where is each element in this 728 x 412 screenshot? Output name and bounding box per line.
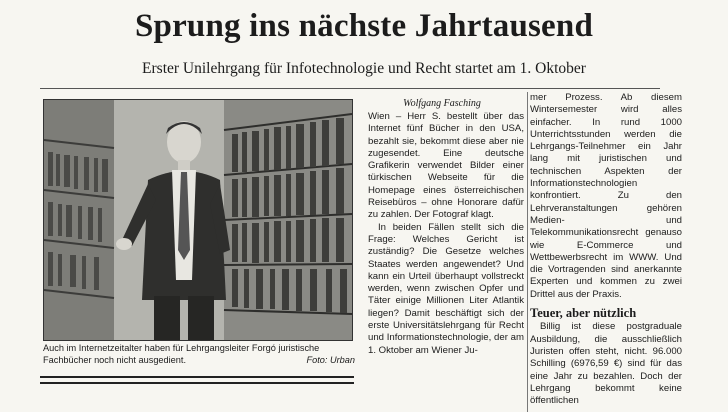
byline: Wolfgang Fasching	[403, 98, 481, 109]
column-divider	[527, 92, 528, 412]
footer-rules	[40, 376, 354, 388]
paragraph: Billig ist diese postgraduale Ausbildung, die ausschließlich Juristen offen steht, nicht. 96.000 Schilling (6976,59 €) sind für das eine Jahr zu bezahlen. Doch der Lehrgang bekommt keine öffentlichen	[530, 321, 682, 407]
header-rule	[40, 88, 660, 89]
caption-text: Auch im Internetzeitalter haben für Lehrgangsleiter Forgó juristische Fachbücher noch nicht ausgedient.	[43, 343, 320, 365]
subheadline: Erster Unilehrgang für Infotechnologie und Recht startet am 1. Oktober	[142, 60, 586, 77]
photo-credit: Foto: Urban	[306, 355, 355, 365]
library-photo-illustration	[44, 100, 352, 340]
section-heading: Teuer, aber nützlich	[530, 306, 637, 321]
paragraph: In beiden Fällen stellt sich die Frage: Welches Gericht ist zuständig? Die Gesetze welches Staates werden angewendet? Und kann ein Urteil überhaupt vollstreckt werden, wenn zwischen Opfer und Täter einige Millionen Liter Atlantik liegen? Damit beschäftigt sich der erste Universitätslehrgang für Recht und Informationstechnologie, der am 1. Oktober am Wiener Ju-	[368, 221, 524, 356]
footer-rule	[40, 376, 354, 378]
paragraph: mer Prozess. Ab diesem Wintersemester wird alles einfacher. In rund 1000 Unterrichtsstunden werden die Lehrgangs-Teilnehmer ein Jahr lang mit juristischen und technischen Aspekten der Informationstechnologien konfrontiert. Zu den Lehrveranstaltungen gehören Medien- und Telekommunikationsrecht genauso wie E-Commerce und Wettbewerbsrecht im WWW. Und die Vortragenden sind anerkannte Experten und kommen zu zwei Drittel aus der Praxis.	[530, 92, 682, 300]
footer-rule	[40, 382, 354, 384]
man-in-library-photo	[43, 99, 353, 341]
headline: Sprung ins nächste Jahrtausend	[134, 8, 594, 44]
photo-caption	[43, 342, 355, 366]
paragraph: Wien – Herr S. bestellt über das Internet fünf Bücher in den USA, bezahlt sie, bekommt diese aber nie zugesendet. Eine deutsche Grafikerin verwendet Bilder einer türkischen Webseite für die Homepage eines österreichischen Reisebüros – ohne Honorare dafür zu zahlen. Der Fotograf klagt.	[368, 111, 524, 221]
article-column-middle	[368, 111, 524, 412]
article-column-right	[530, 92, 682, 412]
